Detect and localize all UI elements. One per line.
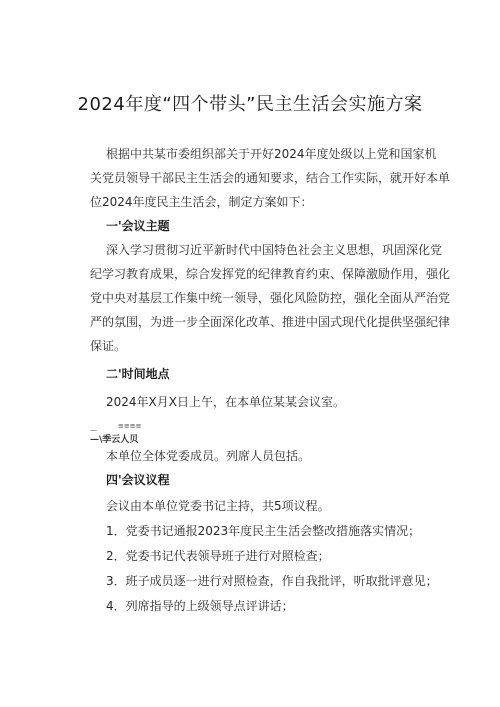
- theme-line-4: 严的氛围，为进一步全面深化改革、推进中国式现代化提供坚强纪律: [90, 315, 451, 329]
- theme-line-3: 党中央对基层工作集中统一领导，强化风险防控，强化全面从严治党: [90, 291, 451, 305]
- theme-line-5: 保证。: [90, 339, 127, 353]
- intro-line-2: 关党员领导干部民主生活会的通知要求，结合工作实际，就开好本单: [90, 171, 451, 185]
- document-title: 2024年度“四个带头”民主生活会实施方案: [77, 94, 423, 115]
- intro-line-3: 位2024年度民主生活会，制定方案如下：: [90, 195, 313, 209]
- intro-line-1: 根据中共某市委组织部关于开好2024年度处级以上党和国家机: [106, 147, 437, 161]
- section-time-place-heading: 二'时间地点: [106, 367, 170, 381]
- attendees-body: 本单位全体党委成员。列席人员包括。: [106, 449, 311, 463]
- section-agenda-heading: 四'会议议程: [106, 473, 170, 487]
- theme-line-1: 深入学习贯彻习近平新时代中国特色社会主义思想，巩固深化党: [106, 243, 443, 257]
- agenda-item-1: 1．党委书记通报2023年度民主生活会整改措施落实情况；: [106, 524, 421, 538]
- theme-line-2: 纪学习教育成果，综合发挥党的纪律教育约束、保障激励作用，强化: [90, 267, 451, 281]
- agenda-item-2: 2．党委书记代表领导班子进行对照检查；: [106, 549, 330, 563]
- time-place-body: 2024年X月X日上午，在本单位某某会议室。: [106, 395, 345, 409]
- garble-mark-right: ≡≡≡≡: [118, 422, 142, 430]
- garble-mark-left: —: [90, 426, 97, 434]
- section-theme-heading: 一'会议主题: [106, 219, 170, 233]
- agenda-intro: 会议由本单位党委书记主持，共5项议程。: [106, 499, 330, 513]
- agenda-item-3: 3．班子成员逐一进行对照检查，作自我批评，听取批评意见；: [106, 574, 438, 588]
- section-attendees-heading: —\季云人贝: [90, 435, 139, 445]
- agenda-item-4: 4．列席指导的上级领导点评讲话；: [106, 599, 294, 613]
